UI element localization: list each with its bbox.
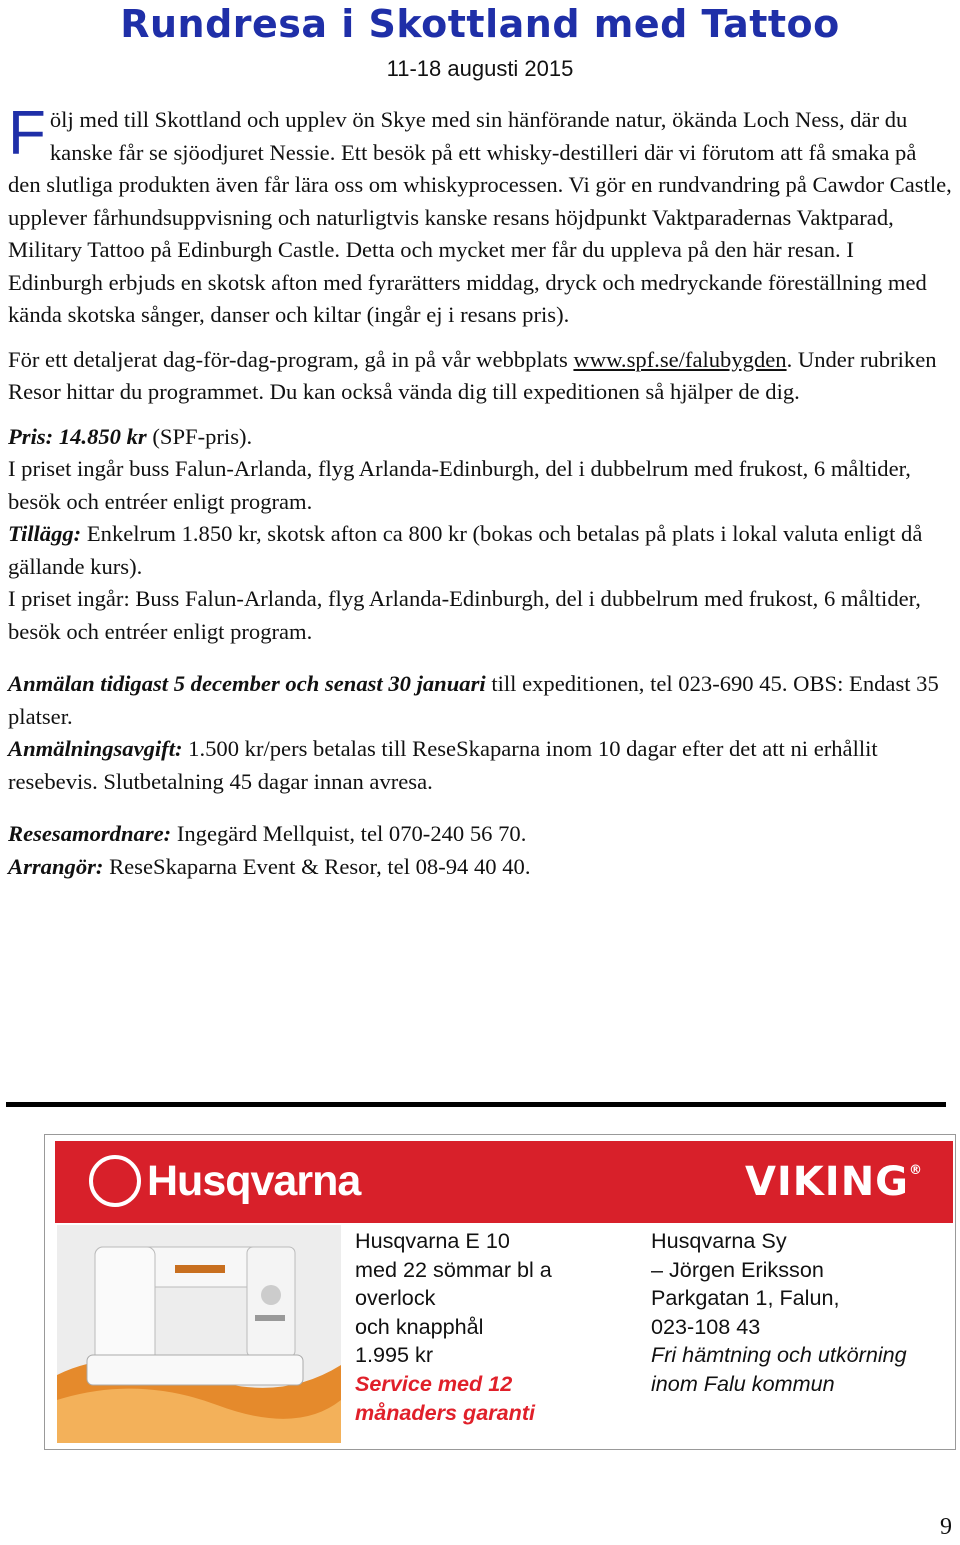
coordinator-text: Ingegärd Mellquist, tel 070-240 56 70. bbox=[171, 821, 527, 846]
fee-text: 1.500 kr/pers betalas till ReseSkaparna inom 10 dagar efter det att ni erhållit resebevis. Slutbetalning 45 dagar innan avresa. bbox=[8, 736, 878, 794]
husqvarna-logo-text: Husqvarna bbox=[147, 1157, 361, 1205]
booking-text: till expeditionen, tel 023-690 45. OBS: Endast 35 platser. bbox=[8, 671, 939, 729]
ad-line: – Jörgen Eriksson bbox=[651, 1256, 824, 1282]
price-paragraph bbox=[8, 421, 954, 649]
program-paragraph bbox=[8, 344, 954, 409]
page-number: 9 bbox=[940, 1514, 952, 1540]
coordinator-label: Resesamordnare: bbox=[8, 821, 172, 846]
ad-banner bbox=[55, 1141, 953, 1223]
ad-column-store bbox=[651, 1227, 951, 1399]
contacts-paragraph bbox=[8, 818, 954, 883]
ad-line: Husqvarna E 10 bbox=[355, 1228, 510, 1253]
viking-logo-text: VIKING bbox=[744, 1159, 909, 1205]
husqvarna-logo bbox=[89, 1157, 360, 1210]
program-text: För ett detaljerat dag-för-dag-program, gå in på vår webbplats bbox=[8, 346, 568, 372]
booking-paragraph bbox=[8, 668, 954, 798]
sewing-machine-image bbox=[57, 1225, 341, 1443]
extra-text: Enkelrum 1.850 kr, skotsk afton ca 800 kr (bokas och betalas på plats i lokal valuta enligt då gällande kurs). bbox=[8, 521, 923, 579]
ad-line: Parkgatan 1, Falun, bbox=[651, 1285, 840, 1311]
ad-service-line: månaders garanti bbox=[355, 1399, 536, 1425]
divider-rule bbox=[6, 1102, 946, 1107]
ad-line: med 22 sömmar bl a bbox=[355, 1256, 552, 1282]
trip-date: 11-18 augusti 2015 bbox=[386, 56, 574, 81]
website-link[interactable]: www.spf.se/falubygden bbox=[573, 346, 787, 372]
ad-phone: 023-108 43 bbox=[651, 1313, 761, 1339]
page-title: Rundresa i Skottland med Tattoo bbox=[120, 2, 840, 46]
ad-column-product bbox=[355, 1227, 635, 1427]
ad-delivery-line: Fri hämtning och utkörning bbox=[651, 1342, 907, 1368]
price-includes-2: I priset ingår: Buss Falun-Arlanda, flyg Arlanda-Edinburgh, del i dubbelrum med frukost, 6 måltider, besök och entréer enligt program. bbox=[8, 586, 921, 644]
husqvarna-advertisement bbox=[44, 1134, 956, 1450]
price-includes: I priset ingår buss Falun-Arlanda, flyg Arlanda-Edinburgh, del i dubbelrum med frukost, 6 måltider, besök och entréer enligt program. bbox=[8, 456, 911, 514]
sewing-machine-icon bbox=[57, 1225, 341, 1443]
price-note: (SPF-pris). bbox=[146, 423, 253, 449]
fee-label: Anmälningsavgift: bbox=[8, 736, 183, 761]
intro-text: ölj med till Skottland och upplev ön Skye med sin hänförande natur, ökända Loch Ness, där du kanske får se sjöodjuret Nessie. Ett besök på ett whisky-destilleri där vi förutom att få smaka på den slutliga produkten även får lära oss om whiskyprocessen. Vi gör en rundvandring på Cawdor Castle, upplever fårhundsuppvisning och naturligtvis kanske resans höjdpunkt Vaktparadernas Vaktparad, Military Tattoo på Edinburgh Castle. Detta och mycket mer får du uppleva på den här resan. I Edinburgh erbjuds en skotsk afton med fyrarätters middag, dryck och medryckande föreställning med kända skotska sånger, danser och kiltar (ingår ej i resans pris). bbox=[8, 107, 952, 327]
ad-service-line: Service med 12 bbox=[355, 1370, 513, 1396]
ad-delivery-line: inom Falu kommun bbox=[651, 1370, 835, 1396]
ad-line: Husqvarna Sy bbox=[651, 1228, 787, 1253]
extra-label: Tillägg: bbox=[8, 521, 82, 546]
booking-label: Anmälan tidigast 5 december och senast 30 januari bbox=[8, 671, 486, 696]
ad-price: 1.995 kr bbox=[355, 1342, 434, 1368]
article-body bbox=[8, 99, 954, 883]
organizer-text: ReseSkaparna Event & Resor, tel 08-94 40 40. bbox=[103, 853, 531, 879]
ad-line: overlock bbox=[355, 1285, 436, 1311]
ad-line: och knapphål bbox=[355, 1313, 484, 1339]
price-label: Pris: 14.850 kr bbox=[8, 423, 147, 449]
intro-paragraph bbox=[8, 99, 954, 332]
organizer-label: Arrangör: bbox=[8, 853, 104, 879]
husqvarna-crown-icon bbox=[89, 1155, 141, 1207]
program-text-after: . Under rubriken Resor hittar du programmet. Du kan också vända dig till expeditionen så hjälper de dig. bbox=[8, 346, 937, 404]
registered-mark: ® bbox=[909, 1163, 923, 1178]
viking-logo bbox=[745, 1159, 923, 1205]
drop-cap: F bbox=[8, 99, 46, 168]
